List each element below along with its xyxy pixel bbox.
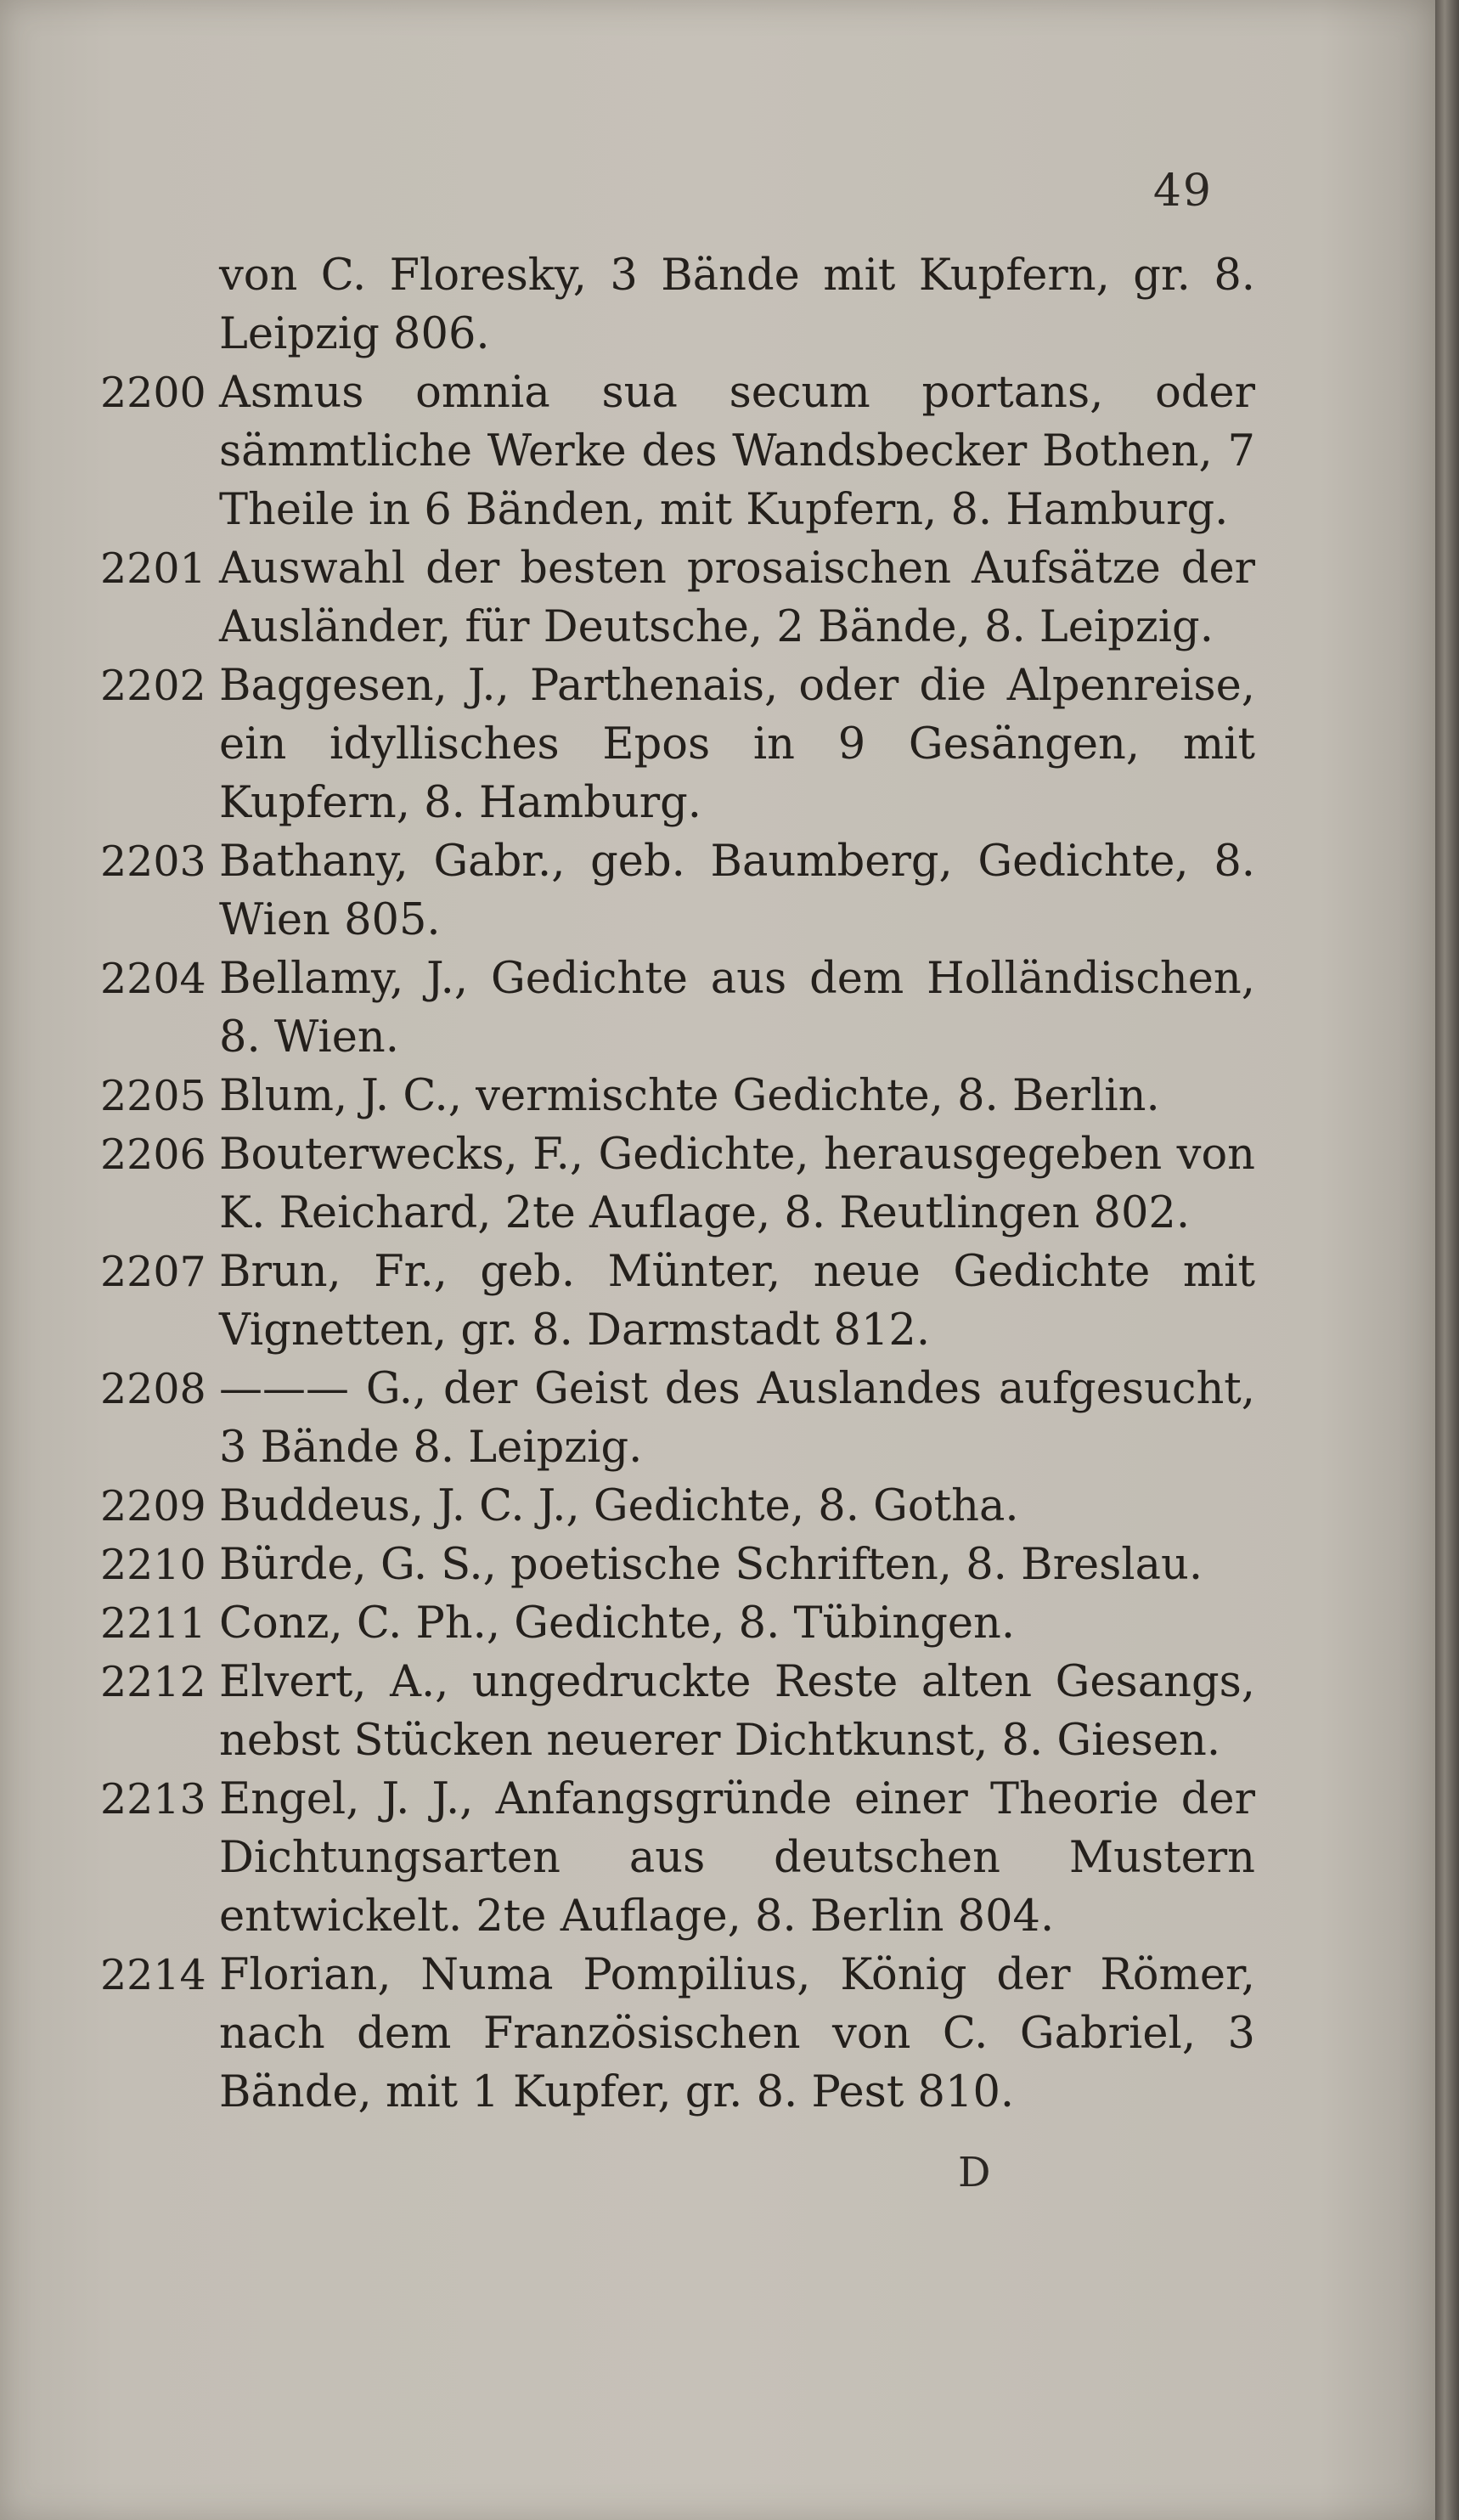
entry-number: 2203 (100, 837, 206, 886)
entry-number: 2202 (100, 662, 206, 710)
entry-number: 2201 (100, 544, 206, 593)
entry-number: 2204 (100, 955, 206, 1003)
entry-number: 2208 (100, 1365, 206, 1413)
entry-number: 2207 (100, 1248, 206, 1296)
catalog-entry (100, 1594, 1255, 1653)
page-edge (1435, 0, 1459, 2520)
entry-text: Florian, Numa Pompilius, König der Römer, nach dem Französischen von C. Gabriel, 3 Bände, mit 1 Kupfer, gr. 8. Pest 810. (219, 1950, 1255, 2117)
entry-text: Conz, C. Ph., Gedichte, 8. Tübingen. (219, 1598, 1016, 1649)
entry-text: Brun, Fr., geb. Münter, neue Gedichte mit Vignetten, gr. 8. Darmstadt 812. (219, 1247, 1255, 1356)
entry-number (100, 246, 219, 364)
entry-text: Elvert, A., ungedruckte Reste alten Gesangs, nebst Stücken neuerer Dichtkunst, 8. Giesen. (219, 1657, 1255, 1766)
entry-number: 2214 (100, 1951, 206, 1999)
entry-text: ——— G., der Geist des Auslandes aufgesucht, 3 Bände 8. Leipzig. (219, 1364, 1255, 1473)
entry-text: Asmus omnia sua secum portans, oder sämmtliche Werke des Wandsbecker Bothen, 7 Theile in 6 Bänden, mit Kupfern, 8. Hamburg. (219, 368, 1255, 535)
entry-number: 2209 (100, 1482, 206, 1531)
catalog-entry (100, 950, 1255, 1067)
entry-number: 2213 (100, 1775, 206, 1824)
catalog-entry (100, 657, 1255, 832)
catalog-entry (100, 1536, 1255, 1594)
page-number: 49 (1152, 166, 1213, 217)
catalog-entry (100, 1477, 1255, 1536)
entry-text: Buddeus, J. C. J., Gedichte, 8. Gotha. (219, 1481, 1019, 1531)
entry-number: 2206 (100, 1130, 206, 1179)
entry-number: 2211 (100, 1599, 206, 1648)
catalog-entry (100, 1653, 1255, 1770)
catalog-entry (100, 364, 1255, 539)
catalog-entry (100, 1125, 1255, 1243)
catchword: D (958, 2149, 991, 2196)
entry-text: Baggesen, J., Parthenais, oder die Alpenreise, ein idyllisches Epos in 9 Gesängen, mit Kupfern, 8. Hamburg. (219, 661, 1255, 828)
entry-text: Bouterwecks, F., Gedichte, herausgegeben von K. Reichard, 2te Auflage, 8. Reutlingen 802. (219, 1130, 1255, 1238)
catalog-entry (100, 246, 1255, 364)
entry-text: Bellamy, J., Gedichte aus dem Holländischen, 8. Wien. (219, 954, 1255, 1063)
catalog-entry (100, 832, 1255, 950)
entry-number: 2212 (100, 1658, 206, 1706)
catalog-entry (100, 1243, 1255, 1360)
entry-text: Blum, J. C., vermischte Gedichte, 8. Berlin. (219, 1071, 1160, 1121)
entry-number: 2200 (100, 369, 206, 417)
catalog-entry (100, 1360, 1255, 1477)
entry-text: von C. Floresky, 3 Bände mit Kupfern, gr. 8. Leipzig 806. (219, 251, 1255, 359)
entry-text: Auswahl der besten prosaischen Aufsätze der Ausländer, für Deutsche, 2 Bände, 8. Leipzig. (219, 544, 1255, 652)
catalog-entry (100, 1770, 1255, 1946)
entry-text: Bürde, G. S., poetische Schriften, 8. Breslau. (219, 1540, 1203, 1590)
entry-text: Bathany, Gabr., geb. Baumberg, Gedichte, 8. Wien 805. (219, 837, 1255, 945)
catalog-entries (100, 246, 1255, 2122)
catalog-entry (100, 1946, 1255, 2122)
catalog-entry (100, 539, 1255, 657)
entry-number: 2205 (100, 1072, 206, 1120)
entry-number: 2210 (100, 1541, 206, 1589)
catalog-entry (100, 1067, 1255, 1125)
entry-text: Engel, J. J., Anfangsgründe einer Theorie der Dichtungsarten aus deutschen Mustern entwickelt. 2te Auflage, 8. Berlin 804. (219, 1774, 1255, 1942)
